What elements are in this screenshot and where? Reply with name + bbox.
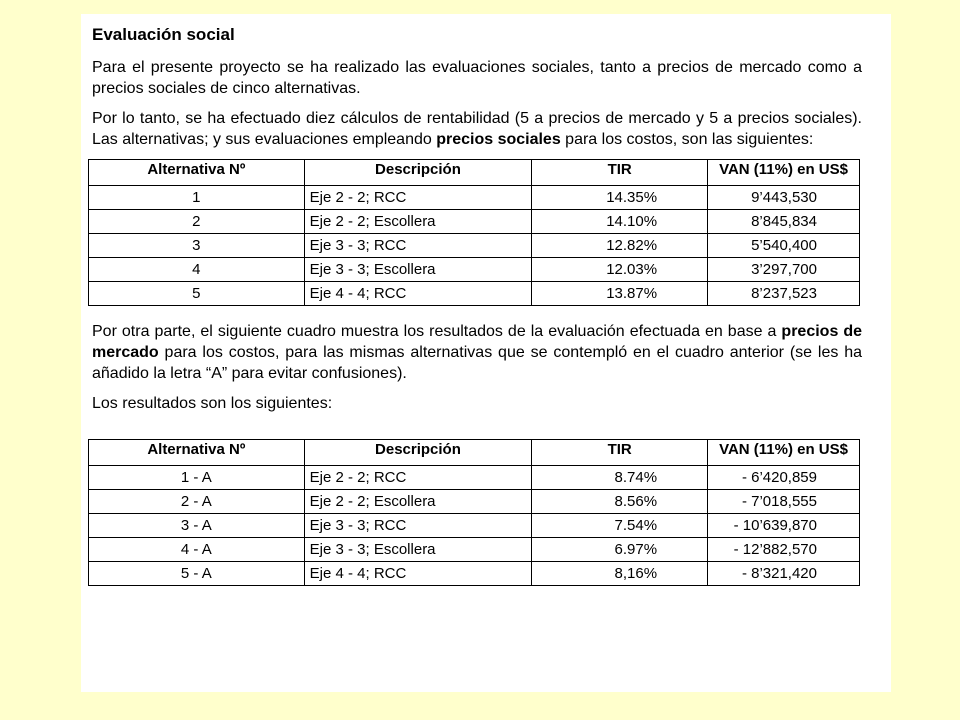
header-descripcion: Descripción	[304, 440, 532, 466]
paragraph-intro: Para el presente proyecto se ha realizado las evaluaciones sociales, tanto a precios de mercado como a precios sociales de cinco alternativas.	[92, 59, 862, 97]
cell-descripcion: Eje 2 - 2; Escollera	[304, 490, 532, 514]
cell-descripcion: Eje 2 - 2; RCC	[304, 466, 532, 490]
paragraph-social-bold: precios sociales	[436, 131, 561, 148]
table-row	[89, 466, 860, 490]
cell-descripcion: Eje 2 - 2; Escollera	[304, 210, 532, 234]
social-prices-table	[88, 159, 860, 306]
table-header-row	[89, 440, 860, 466]
cell-tir: 14.35%	[532, 186, 708, 210]
cell-van: - 10’639,870	[708, 514, 860, 538]
cell-descripcion: Eje 4 - 4; RCC	[304, 282, 532, 306]
cell-alternativa: 4	[89, 258, 305, 282]
header-van: VAN (11%) en US$	[708, 160, 860, 186]
spacer	[92, 423, 862, 439]
cell-tir: 8,16%	[532, 562, 708, 586]
cell-tir: 8.56%	[532, 490, 708, 514]
cell-van: 9’443,530	[708, 186, 860, 210]
table-row	[89, 210, 860, 234]
cell-tir: 12.03%	[532, 258, 708, 282]
cell-van: 5’540,400	[708, 234, 860, 258]
table-row	[89, 538, 860, 562]
table-row	[89, 562, 860, 586]
table-row	[89, 258, 860, 282]
cell-descripcion: Eje 3 - 3; RCC	[304, 514, 532, 538]
paragraph-market-text-b: para los costos, para las mismas alternativas que se contempló en el cuadro anterior (se les ha añadido la letra “A” para evitar confusiones).	[92, 344, 862, 382]
document-content	[92, 24, 862, 586]
cell-alternativa: 3 - A	[89, 514, 305, 538]
cell-van: 8’845,834	[708, 210, 860, 234]
table-header-row	[89, 160, 860, 186]
cell-descripcion: Eje 4 - 4; RCC	[304, 562, 532, 586]
cell-van: 3’297,700	[708, 258, 860, 282]
cell-descripcion: Eje 3 - 3; RCC	[304, 234, 532, 258]
cell-descripcion: Eje 2 - 2; RCC	[304, 186, 532, 210]
cell-tir: 14.10%	[532, 210, 708, 234]
header-tir: TIR	[532, 440, 708, 466]
cell-alternativa: 2 - A	[89, 490, 305, 514]
cell-van: - 8’321,420	[708, 562, 860, 586]
cell-tir: 7.54%	[532, 514, 708, 538]
cell-alternativa: 4 - A	[89, 538, 305, 562]
table-row	[89, 234, 860, 258]
paragraph-social	[92, 108, 862, 150]
cell-descripcion: Eje 3 - 3; Escollera	[304, 258, 532, 282]
document-page	[81, 14, 891, 692]
spacer	[92, 306, 862, 321]
cell-descripcion: Eje 3 - 3; Escollera	[304, 538, 532, 562]
cell-alternativa: 1 - A	[89, 466, 305, 490]
header-alternativa: Alternativa Nº	[89, 160, 305, 186]
cell-alternativa: 5 - A	[89, 562, 305, 586]
cell-alternativa: 1	[89, 186, 305, 210]
cell-alternativa: 2	[89, 210, 305, 234]
paragraph-market-text-a: Por otra parte, el siguiente cuadro muestra los resultados de la evaluación efectuada en base a	[92, 323, 782, 340]
paragraph-results: Los resultados son los siguientes:	[92, 395, 333, 412]
paragraph-market-bold: precios de mercado	[92, 323, 863, 361]
header-alternativa: Alternativa Nº	[89, 440, 305, 466]
cell-alternativa: 3	[89, 234, 305, 258]
header-tir: TIR	[532, 160, 708, 186]
header-van: VAN (11%) en US$	[708, 440, 860, 466]
cell-van: - 6’420,859	[708, 466, 860, 490]
header-descripcion: Descripción	[304, 160, 532, 186]
market-prices-table	[88, 439, 860, 586]
cell-van: - 12’882,570	[708, 538, 860, 562]
table-row	[89, 282, 860, 306]
table-row	[89, 514, 860, 538]
cell-tir: 12.82%	[532, 234, 708, 258]
cell-van: 8’237,523	[708, 282, 860, 306]
cell-tir: 13.87%	[532, 282, 708, 306]
section-title: Evaluación social	[92, 25, 235, 44]
cell-tir: 6.97%	[532, 538, 708, 562]
cell-van: - 7’018,555	[708, 490, 860, 514]
paragraph-social-text-a: Por lo tanto, se ha efectuado diez cálculos de rentabilidad (5 a precios de mercado y 5 a precios sociales). Las alternativas; y sus evaluaciones empleando	[92, 110, 862, 148]
paragraph-social-text-b: para los costos, son las siguientes:	[560, 131, 814, 148]
table-row	[89, 490, 860, 514]
table-row	[89, 186, 860, 210]
cell-tir: 8.74%	[532, 466, 708, 490]
paragraph-market	[92, 321, 862, 384]
cell-alternativa: 5	[89, 282, 305, 306]
